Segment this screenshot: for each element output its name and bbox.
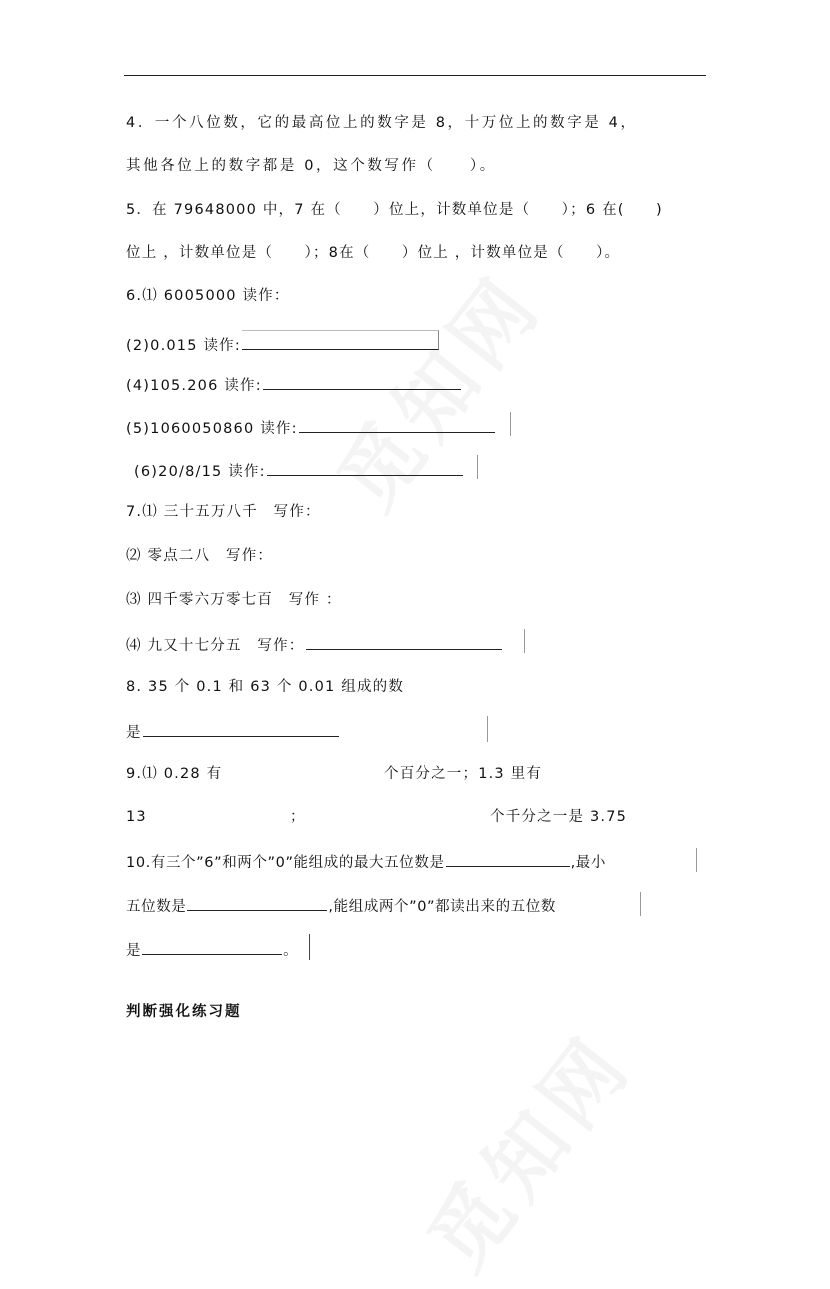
- q8-line2-label: 是: [126, 725, 142, 741]
- q4-line2: 其他各位上的数字都是 0，这个数写作（ ）。: [126, 158, 497, 174]
- margin-bar: [524, 629, 525, 653]
- answer-blank[interactable]: [187, 894, 327, 911]
- answer-blank[interactable]: [242, 330, 439, 350]
- answer-blank[interactable]: [446, 850, 570, 867]
- q10-line1: [126, 850, 606, 873]
- q8-line1: 8. 35 个 0.1 和 63 个 0.01 组成的数: [126, 679, 405, 695]
- q10-line3b: 。: [283, 943, 299, 959]
- q9-line2a: 13: [126, 809, 147, 825]
- section-heading: 判断强化练习题: [126, 1004, 242, 1020]
- answer-blank[interactable]: [267, 459, 463, 476]
- q6-item3-label: (4)105.206 读作:: [126, 378, 262, 394]
- q10-line2a: 五位数是: [126, 899, 187, 915]
- q7-item3: ⑶ 四千零六万零七百 写作 ：: [126, 592, 342, 608]
- margin-bar: [477, 455, 478, 479]
- q6-item1: 6.⑴ 6005000 读作：: [126, 288, 290, 304]
- q6-item4-label: (5)1060050860 读作:: [126, 421, 298, 437]
- q10-line2: [126, 894, 556, 917]
- margin-bar: [640, 892, 641, 916]
- q7-item4: [126, 633, 503, 656]
- margin-bar: [487, 716, 488, 742]
- answer-blank[interactable]: [299, 416, 495, 433]
- q6-item2: [126, 330, 440, 356]
- answer-blank[interactable]: [143, 720, 339, 737]
- margin-bar: [696, 848, 697, 872]
- q9-line2c: 个千分之一是 3.75: [490, 809, 628, 825]
- q7-item2: ⑵ 零点二八 写作：: [126, 548, 274, 564]
- q9-line1b: 个百分之一；1.3 里有: [384, 766, 543, 782]
- q6-item5: [134, 459, 464, 482]
- q5-line2: 位上 ，计数单位是（ ）；8在（ ）位上 ，计数单位是（ ）。: [126, 245, 621, 261]
- q10-line1b: ,最小: [570, 855, 606, 871]
- header-rule: [124, 75, 706, 76]
- q4-line1: 4．一个八位数，它的最高位上的数字是 8，十万位上的数字是 4，: [126, 115, 638, 131]
- q9-line1a: 9.⑴ 0.28 有: [126, 766, 223, 782]
- q7-item4-label: ⑷ 九又十七分五 写作：: [126, 638, 305, 654]
- q6-item4: [126, 416, 496, 439]
- q6-item2-label: (2)0.015 读作:: [126, 338, 241, 354]
- answer-blank[interactable]: [306, 633, 502, 650]
- q6-item5-label: (6)20/8/15 读作:: [134, 464, 266, 480]
- q5-line1: 5．在 79648000 中，7 在（ ）位上，计数单位是（ ）；6 在( ): [126, 202, 663, 218]
- answer-blank[interactable]: [142, 938, 282, 955]
- text-cursor: [309, 934, 310, 960]
- q8-line2: [126, 720, 340, 743]
- margin-bar: [510, 412, 511, 436]
- q6-item3: [126, 373, 462, 396]
- watermark: [397, 1006, 654, 1289]
- q10-line3: [126, 938, 298, 961]
- answer-blank[interactable]: [263, 373, 461, 390]
- q10-line2b: ,能组成两个”0”都读出来的五位数: [328, 899, 556, 915]
- q9-line2b: ；: [290, 809, 306, 825]
- q10-line3a: 是: [126, 943, 142, 959]
- q7-item1: 7.⑴ 三十五万八千 写作：: [126, 504, 321, 520]
- q10-line1a: 10.有三个”6”和两个”0”能组成的最大五位数是: [126, 855, 445, 871]
